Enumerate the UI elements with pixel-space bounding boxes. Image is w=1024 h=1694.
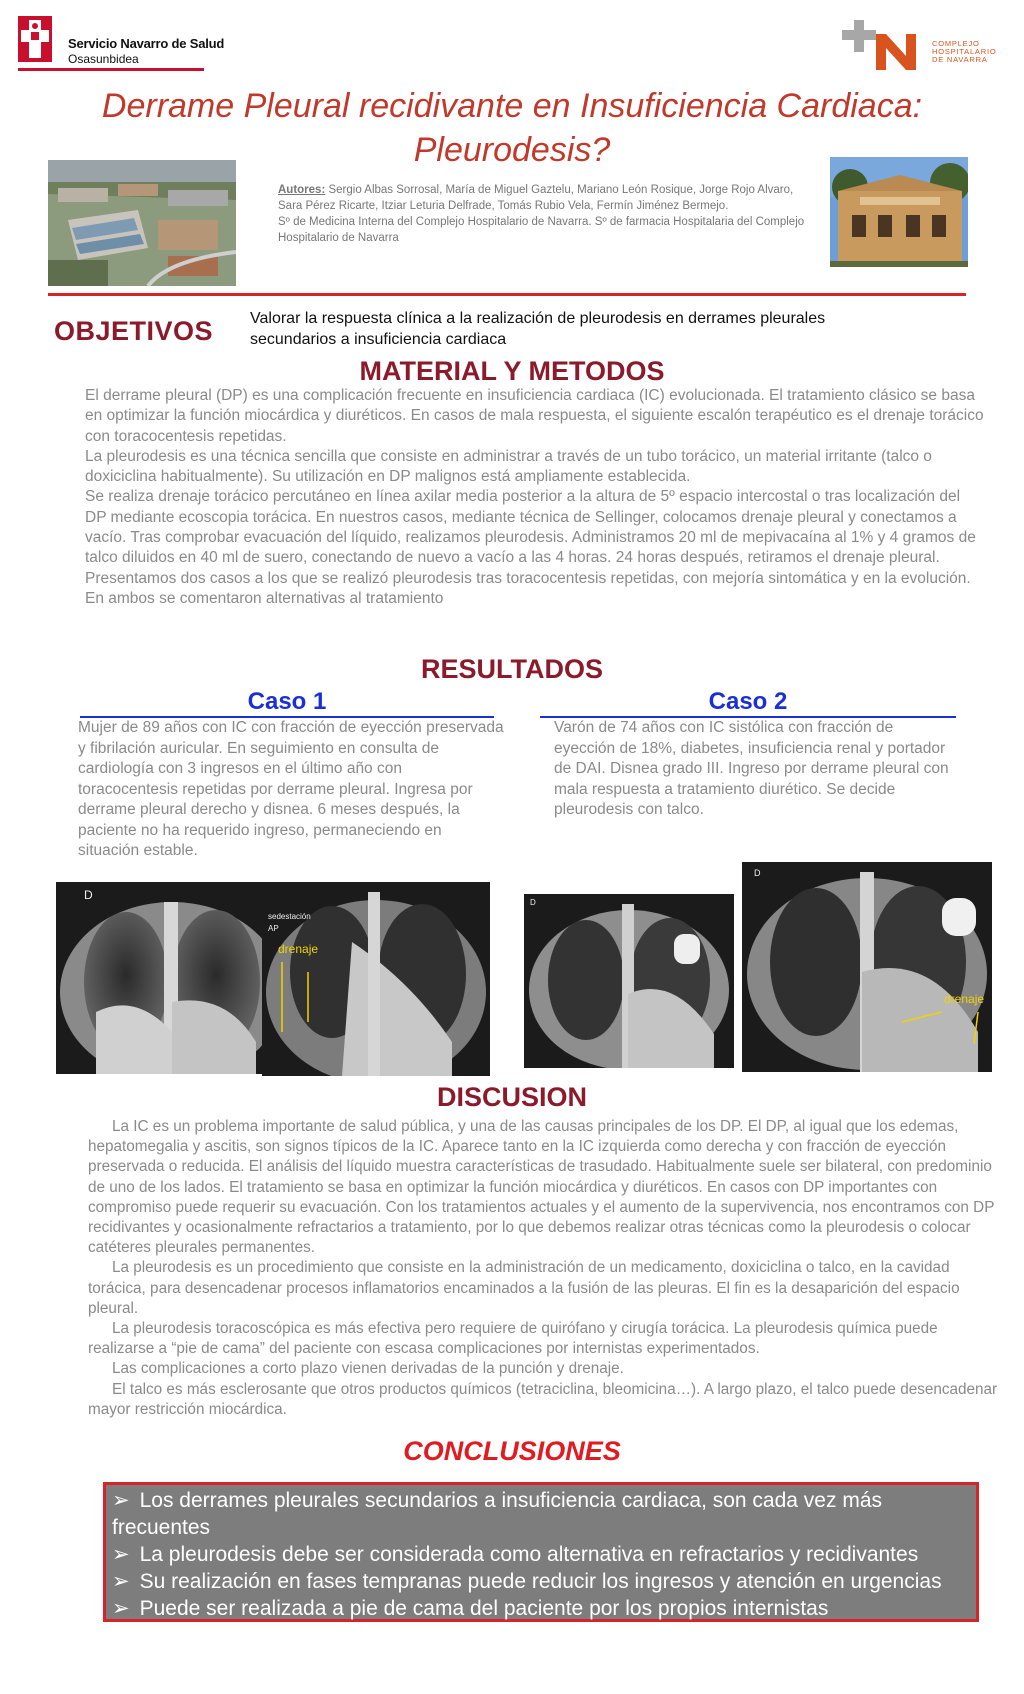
xray-marker-d: D <box>530 898 536 907</box>
xray-caso2-pre <box>524 894 734 1068</box>
material-body <box>85 386 985 609</box>
discusion-paragraph: La pleurodesis toracoscópica es más efectiva pero requiere de quirófano y cirugía torácica. La pleurodesis química puede realizarse a “pie de cama” del paciente con escasa complicaciones por internistas experimentados. <box>88 1320 938 1358</box>
objetivos-heading: OBJETIVOS <box>54 316 214 346</box>
caso1-title: Caso 1 <box>247 688 327 715</box>
arrow-bullet-icon: ➢ <box>112 1597 130 1620</box>
conclusion-item <box>112 1568 970 1595</box>
material-paragraph: La pleurodesis es una técnica sencilla que consiste en administrar a través de un tubo torácico, un material irritante (talco o doxiciclina habitualmente). Su utilización en DP malignos está ampliamente establecida. <box>85 447 932 486</box>
conclusion-text: Puede ser realizada a pie de cama del paciente por los propios internistas <box>139 1597 829 1620</box>
objetivos-text: Valorar la respuesta clínica a la realización de pleurodesis en derrames pleurales secundarios a insuficiencia cardiaca <box>250 310 826 348</box>
conclusion-text: La pleurodesis debe ser considerada como alternativa en refractarios y recidivantes <box>139 1543 919 1566</box>
chn-emblem-icon <box>840 18 930 74</box>
xray-marker-d: D <box>754 868 761 878</box>
arrow-bullet-icon: ➢ <box>112 1570 130 1593</box>
hospital-building-photo <box>830 157 968 267</box>
sns-name: Servicio Navarro de Salud <box>68 36 225 51</box>
xray-caso2-drenaje <box>742 862 992 1072</box>
material-paragraph: Se realiza drenaje torácico percutáneo en línea axilar media posterior a la altura de 5º espacio intercostal o tras localización del DP mediante ecoscopia torácica. En nuestros casos, mediante técnica de Sellinger, colocamos drenaje pleural y conectamos a vacío. Tras comprobar evacuación del líquido, realizamos pleurodesis. Administramos 20 ml de mepivacaína al 1% y 4 gramos de talco diluidos en 40 ml de suero, conectando de nuevo a vacío a las 4 horas. 24 horas después, retiramos el drenaje pleural. <box>85 488 976 567</box>
sns-underline <box>18 68 204 71</box>
authors-block <box>278 182 808 246</box>
authors-affiliation: Sº de Medicina Interna del Complejo Hospitalario de Navarra. Sº de farmacia Hospitalaria del Complejo Hospitalario de Navarra <box>278 216 805 244</box>
conclusion-item <box>112 1595 970 1622</box>
sns-logo <box>18 16 225 74</box>
arrow-bullet-icon: ➢ <box>112 1543 130 1566</box>
chn-name <box>932 40 996 64</box>
caso1-text: Mujer de 89 años con IC con fracción de eyección preservada y fibrilación auricular. En seguimiento en consulta de cardiología con 3 ingresos en el último año con toracocentesis repetidas por derrame pleural. Ingresa por derrame pleural derecho y disnea. 6 meses después, la paciente no ha requerido ingreso, permaneciendo en situación estable. <box>78 719 504 859</box>
xray-label-drenaje: drenaje <box>278 942 319 956</box>
xray-label-drenaje: drenaje <box>944 992 985 1006</box>
discusion-paragraph: La IC es un problema importante de salud pública, y una de las causas principales de los DP. El DP, al igual que los edemas, hepatomegalia y ascitis, son signos típicos de la IC. Aparece tanto en la IC izquierda como derecha y con fracción de eyección preservada o reducida. El análisis del líquido muestra características de trasudado. Habitualmente suele ser bilateral, con predominio de uno de los lados. El tratamiento se basa en optimizar la función miocárdica y diuréticos. En casos con DP importantes con compromiso puede requerir su evacuación. Con los tratamientos actuales y el aumento de la supervivencia, nos encontramos con DP recidivantes y ocasionalmente refractarios a tratamiento, por lo que debemos realizar otras técnicas como la pleurodesis o colocar catéteres pleurales permanentes. <box>88 1118 995 1257</box>
chn-line-2: HOSPITALARIO <box>932 47 997 56</box>
xray-tag-ap: AP <box>268 924 279 933</box>
caso2-text: Varón de 74 años con IC sistólica con fracción de eyección de 18%, diabetes, insuficiencia renal y portador de DAI. Disnea grado III. Ingreso por derrame pleural con mala respuesta a tratamiento diurético. Se decide pleurodesis con talco. <box>554 719 949 818</box>
material-paragraph: El derrame pleural (DP) es una complicación frecuente en insuficiencia cardiaca (IC) evolucionada. El tratamiento clásico se basa en optimizar la función miocárdica y diuréticos. En casos de mala respuesta, el siguiente escalón terapéutico es el drenaje torácico con toracocentesis repetidas. <box>85 387 984 445</box>
xray-tag-sedestacion: sedestación <box>268 912 311 921</box>
poster-title: Derrame Pleural recidivante en Insuficiencia Cardiaca: Pleurodesis? <box>101 87 923 169</box>
chn-line-1: COMPLEJO <box>932 39 980 48</box>
sns-subname: Osasunbidea <box>68 52 139 66</box>
chn-logo <box>840 18 1010 74</box>
header-divider <box>48 293 966 296</box>
navarra-coat-of-arms-icon <box>18 16 52 62</box>
material-heading: MATERIAL Y METODOS <box>359 356 665 386</box>
discusion-paragraph: Las complicaciones a corto plazo vienen derivadas de la punción y drenaje. <box>112 1360 624 1378</box>
conclusion-item <box>112 1541 970 1568</box>
authors-names: Sergio Albas Sorrosal, María de Miguel Gaztelu, Mariano León Rosique, Jorge Rojo Alvaro, Sara Pérez Ricarte, Itziar Leturia Delfrade, Tomás Rubio Vela, Fermín Jiménez Bermejo. <box>278 184 794 212</box>
xray-marker-d: D <box>84 888 93 902</box>
conclusiones-box <box>103 1482 979 1622</box>
arrow-bullet-icon: ➢ <box>112 1489 130 1512</box>
hospital-aerial-photo <box>48 160 236 286</box>
caso2-title: Caso 2 <box>708 688 788 715</box>
material-paragraph: Presentamos dos casos a los que se realizó pleurodesis tras toracocentesis repetidas, con mejoría sintomática y en la evolución. En ambos se comentaron alternativas al tratamiento <box>85 569 971 607</box>
discusion-paragraph: La pleurodesis es un procedimiento que consiste en la administración de un medicamento, doxiciclina o talco, en la cavidad torácica, para desencadenar procesos inflamatorios encaminados a la fusión de las pleuras. El fin es la desaparición del espacio pleural. <box>88 1259 960 1317</box>
authors-label: Autores: <box>278 184 326 196</box>
xray-caso1-drenaje <box>262 882 490 1076</box>
conclusion-text: Los derrames pleurales secundarios a insuficiencia cardiaca, son cada vez más frecuentes <box>112 1489 882 1539</box>
conclusion-text: Su realización en fases tempranas puede reducir los ingresos y atención en urgencias <box>139 1570 942 1593</box>
conclusiones-heading: CONCLUSIONES <box>403 1436 621 1466</box>
xray-caso1-pre <box>56 882 288 1074</box>
resultados-heading: RESULTADOS <box>421 654 603 684</box>
conclusion-item <box>112 1487 970 1541</box>
discusion-paragraph: El talco es más esclerosante que otros productos químicos (tetraciclina, bleomicina…). A largo plazo, el talco puede desencadenar mayor restricción miocárdica. <box>88 1380 998 1418</box>
discusion-body <box>88 1117 998 1420</box>
discusion-heading: DISCUSION <box>436 1082 588 1112</box>
chn-line-3: DE NAVARRA <box>932 55 988 64</box>
